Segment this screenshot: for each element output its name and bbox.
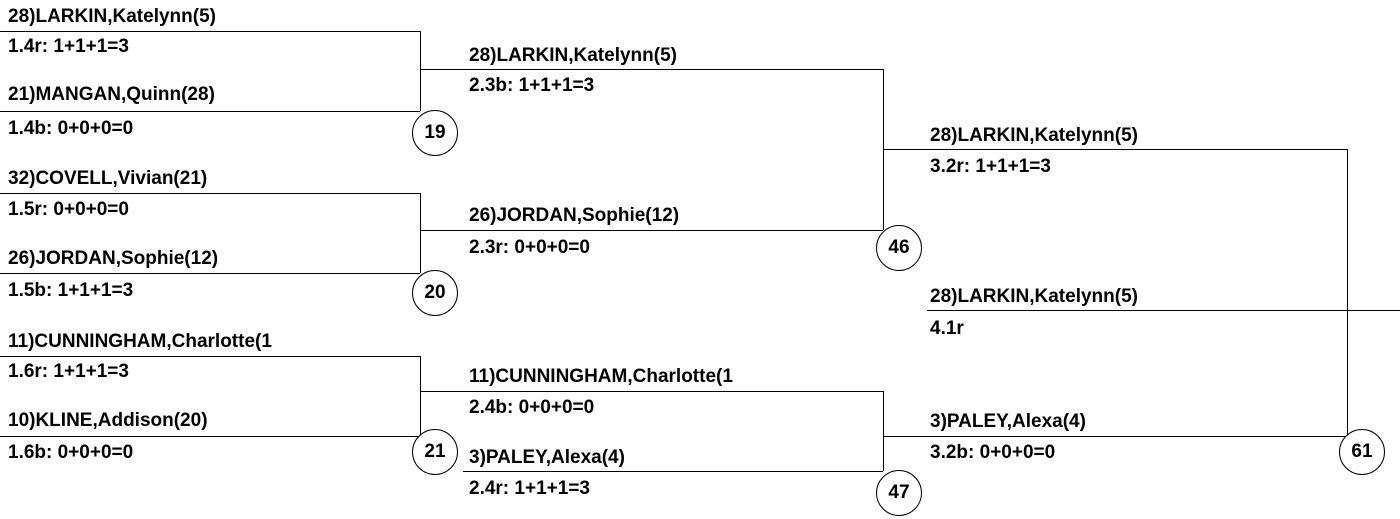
r1-score-1: 1.4r: 1+1+1=3 <box>8 36 129 57</box>
r2-name-1: 28)LARKIN,Katelynn(5) <box>469 45 677 66</box>
r1-name-3: 32)COVELL,Vivian(21) <box>8 168 208 189</box>
r2-name-2: 26)JORDAN,Sophie(12) <box>469 205 680 226</box>
r3-score-1: 3.2r: 1+1+1=3 <box>930 156 1051 177</box>
bout-number-47: 47 <box>876 470 922 516</box>
r1-connector-3 <box>420 356 421 436</box>
r1-name-1: 28)LARKIN,Katelynn(5) <box>8 6 216 27</box>
r1-name-2: 21)MANGAN,Quinn(28) <box>8 84 215 105</box>
bout-number-19: 19 <box>412 110 458 156</box>
r1-line-4 <box>0 273 420 274</box>
r1-score-6: 1.6b: 0+0+0=0 <box>8 442 134 463</box>
r3-score-2: 3.2b: 0+0+0=0 <box>930 442 1056 463</box>
r2-name-4: 3)PALEY,Alexa(4) <box>469 447 625 468</box>
bout-number-20: 20 <box>412 270 458 316</box>
r1-score-2: 1.4b: 0+0+0=0 <box>8 118 134 139</box>
r3-name-1: 28)LARKIN,Katelynn(5) <box>930 125 1138 146</box>
r2-score-4: 2.4r: 1+1+1=3 <box>469 478 590 499</box>
r2-score-2: 2.3r: 0+0+0=0 <box>469 237 590 258</box>
r1-name-5: 11)CUNNINGHAM,Charlotte(1 <box>8 331 272 352</box>
r3-line-1 <box>883 149 1347 150</box>
r3-connector-1 <box>1347 149 1348 436</box>
r4-name-1: 28)LARKIN,Katelynn(5) <box>930 286 1138 307</box>
r3-line-2 <box>883 436 1347 437</box>
r1-score-4: 1.5b: 1+1+1=3 <box>8 280 134 301</box>
r1-name-6: 10)KLINE,Addison(20) <box>8 410 208 431</box>
r1-connector-1 <box>420 31 421 111</box>
r3-name-2: 3)PALEY,Alexa(4) <box>930 411 1086 432</box>
r1-line-6 <box>0 436 420 437</box>
r4-line-1 <box>927 310 1400 311</box>
r1-score-3: 1.5r: 0+0+0=0 <box>8 199 129 220</box>
r2-line-3 <box>420 391 883 392</box>
r4-score-1: 4.1r <box>930 318 964 339</box>
r1-line-2 <box>0 111 420 112</box>
r1-connector-2 <box>420 193 421 273</box>
r2-connector-2 <box>883 391 884 471</box>
r1-name-4: 26)JORDAN,Sophie(12) <box>8 248 219 269</box>
r1-line-3 <box>0 193 420 194</box>
bout-number-61: 61 <box>1339 429 1385 475</box>
r2-score-3: 2.4b: 0+0+0=0 <box>469 397 595 418</box>
r1-line-5 <box>0 356 420 357</box>
r1-line-1 <box>0 31 420 32</box>
r2-line-1 <box>420 69 883 70</box>
r1-score-5: 1.6r: 1+1+1=3 <box>8 361 129 382</box>
r2-line-4 <box>463 471 883 472</box>
r2-line-2 <box>420 230 883 231</box>
bout-number-46: 46 <box>876 225 922 271</box>
r2-score-1: 2.3b: 1+1+1=3 <box>469 75 595 96</box>
r2-name-3: 11)CUNNINGHAM,Charlotte(1 <box>469 366 733 387</box>
bout-number-21: 21 <box>412 429 458 475</box>
